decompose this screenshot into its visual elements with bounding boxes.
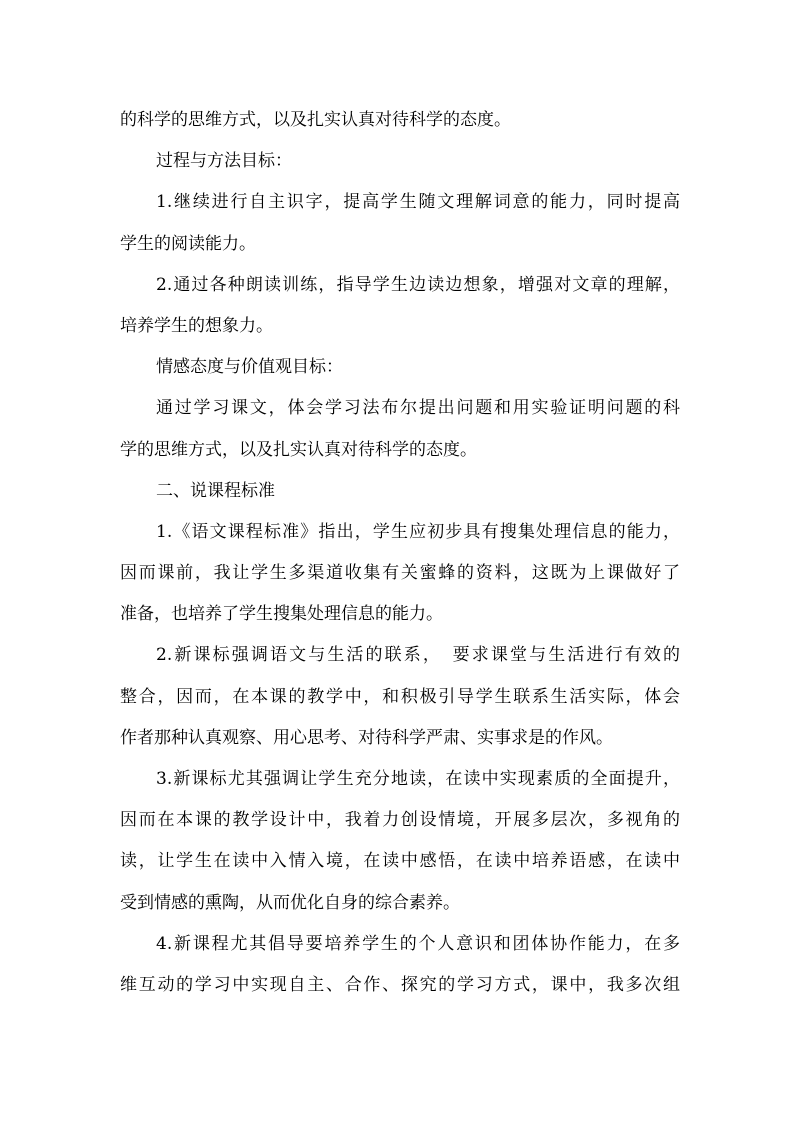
text-line: 1.继续进行自主识字，提高学生随文理解词意的能力，同时提高 xyxy=(156,192,680,213)
text-line: 因而在本课的教学设计中，我着力创设情境，开展多层次，多视角的 xyxy=(120,810,680,831)
text-line: 过程与方法目标： xyxy=(156,151,292,172)
section-heading: 情感态度与价值观目标： xyxy=(156,357,343,378)
text-line: 受到情感的熏陶，从而优化自身的综合素养。 xyxy=(120,892,460,913)
text-line: 学的思维方式，以及扎实认真对待科学的态度。 xyxy=(120,439,477,460)
text-line: 培养学生的想象力。 xyxy=(120,315,273,336)
document-body xyxy=(120,100,680,1006)
text-line: 读，让学生在读中入情入境，在读中感悟，在读中培养语感，在读中 xyxy=(120,851,680,872)
text-line: 3.新课标尤其强调让学生充分地读，在读中实现素质的全面提升， xyxy=(156,769,680,789)
text-line: 通过学习课文，体会学习法布尔提出问题和用实验证明问题的科 xyxy=(156,398,680,419)
text-line: 准备，也培养了学生搜集处理信息的能力。 xyxy=(120,604,443,625)
text-line: 的科学的思维方式，以及扎实认真对待科学的态度。 xyxy=(120,110,511,130)
text-line: 1.《语文课程标准》指出，学生应初步具有搜集处理信息的能力， xyxy=(156,521,680,542)
text-line: 学生的阅读能力。 xyxy=(120,233,256,254)
text-line: 2.新课标强调语文与生活的联系， 要求课堂与生活进行有效的 xyxy=(156,645,680,666)
text-line: 2.通过各种朗读训练，指导学生边读边想象，增强对文章的理解， xyxy=(156,274,680,295)
text-line: 维互动的学习中实现自主、合作、探究的学习方式，课中，我多次组 xyxy=(120,974,680,995)
section-heading: 二、说课程标准 xyxy=(156,480,275,501)
text-line: 4.新课程尤其倡导要培养学生的个人意识和团体协作能力，在多 xyxy=(156,933,680,954)
text-line: 作者那种认真观察、用心思考、对待科学严肃、实事求是的作风。 xyxy=(120,727,613,748)
text-line: 整合，因而，在本课的教学中，和积极引导学生联系生活实际，体会 xyxy=(120,686,680,707)
text-line: 因而课前，我让学生多渠道收集有关蜜蜂的资料，这既为上课做好了 xyxy=(120,563,680,584)
